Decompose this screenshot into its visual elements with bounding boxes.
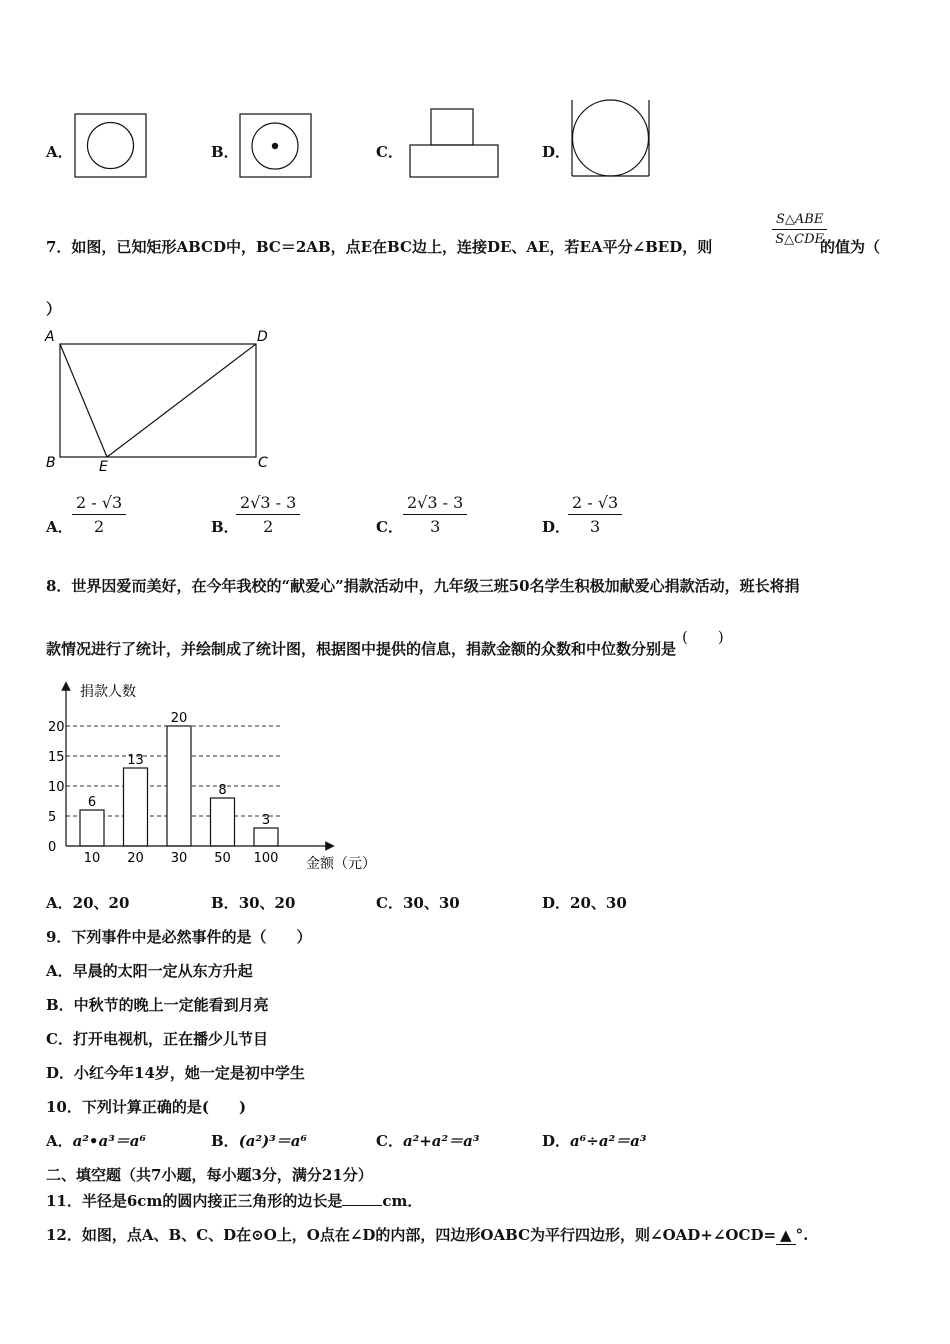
- q10-option-c-label: C．: [376, 1132, 403, 1150]
- q7-ratio-denominator: S△CDE: [775, 232, 825, 247]
- q7-rectangle-figure: [40, 326, 280, 476]
- x-tick-label: 50: [214, 851, 231, 866]
- q7-option-c-label: C．: [376, 518, 403, 536]
- q6-option-b-figure: [239, 113, 313, 179]
- q8-line2-text: 款情况进行了统计，并绘制成了统计图，根据图中提供的信息，捐款金额的众数和中位数分别是: [46, 640, 677, 658]
- x-tick-label: 30: [170, 851, 188, 866]
- bar-100: [254, 828, 278, 846]
- q8-option-c-text: 30、30: [402, 894, 460, 912]
- q10-option-a-expr: a²•a³＝a⁶: [72, 1132, 147, 1150]
- q8-option-a: [46, 892, 129, 913]
- q10-option-c-expr: a²+a²＝a³: [402, 1132, 480, 1150]
- q8-option-b-text: 30、20: [238, 894, 296, 912]
- q6-option-a-label: A．: [46, 143, 73, 161]
- q12-pre: 12．如图，点A、B、C、D在⊙O上，O点在∠D的内部，四边形OABC为平行四边形，则∠OAD+∠OCD=: [46, 1226, 777, 1244]
- q6-option-c-figure: [409, 108, 501, 180]
- q10-option-a: [46, 1130, 146, 1151]
- q7-option-d-fraction: [568, 493, 622, 536]
- q7-option-b-label: B．: [211, 518, 239, 536]
- q6-option-b-label: B．: [211, 143, 239, 161]
- q8-line1: 8．世界因爱而美好，在今年我校的“献爱心”捐款活动中，九年级三班50名学生积极加献爱心捐款活动，班长将捐: [46, 577, 800, 595]
- q8-bar-chart: [40, 680, 400, 880]
- q7-ratio-numerator: S△ABE: [776, 212, 824, 227]
- y-tick-label: 0: [48, 840, 57, 855]
- q8-option-d-text: 20、30: [570, 894, 627, 912]
- q7-option-d-num: 2 - √3: [572, 493, 619, 512]
- q11: [46, 1190, 422, 1211]
- q10-option-d: [542, 1130, 646, 1151]
- q10-option-d-expr: a⁶÷a²＝a³: [570, 1132, 647, 1150]
- q7-option-a-den: 2: [93, 517, 105, 536]
- bar-value-label: 20: [170, 711, 188, 726]
- section-2-title: 二、填空题（共7小题，每小题3分，满分21分）: [46, 1166, 373, 1184]
- x-axis-label: 金额（元）: [306, 856, 376, 872]
- q12-post: °.: [795, 1226, 809, 1244]
- q8-option-c: [376, 892, 460, 913]
- bar-value-label: 13: [127, 753, 144, 768]
- bar-20: [124, 768, 148, 846]
- bar-value-label: 8: [218, 783, 227, 798]
- q12-triangle-mark: ▲: [780, 1226, 792, 1244]
- q10-option-a-label: A．: [46, 1132, 73, 1150]
- q7-label-b: B: [46, 455, 56, 471]
- x-tick-label: 10: [83, 851, 101, 866]
- q7-label-d: D: [257, 329, 268, 345]
- q7-label-e: E: [99, 459, 108, 475]
- q7-option-b-den: 2: [263, 517, 274, 536]
- q11-post: cm．: [382, 1192, 423, 1210]
- y-tick-label: 20: [48, 720, 65, 735]
- bar-50: [211, 798, 235, 846]
- q6-option-a-figure: [74, 113, 148, 179]
- bar-value-label: 3: [261, 813, 271, 828]
- q7-option-d-den: 3: [589, 517, 601, 536]
- q7-option-d-label: D．: [542, 518, 571, 536]
- q6-option-d-label: D．: [542, 143, 571, 161]
- y-tick-label: 10: [48, 780, 65, 795]
- q11-pre: 11．半径是6cm的圆内接正三角形的边长是: [46, 1192, 343, 1210]
- q8-option-a-text: 20、20: [72, 894, 130, 912]
- x-tick-label: 100: [253, 851, 279, 866]
- y-tick-label: 5: [48, 810, 57, 825]
- q10-option-b-label: B．: [211, 1132, 239, 1150]
- q6-option-c-label: C．: [376, 143, 403, 161]
- q8-option-c-label: C．: [376, 894, 403, 912]
- bar-30: [167, 726, 191, 846]
- q9-option-b: B．中秋节的晚上一定能看到月亮: [46, 996, 269, 1014]
- x-tick-label: 20: [127, 851, 144, 866]
- q8-option-d: [542, 892, 627, 913]
- y-tick-label: 15: [48, 750, 65, 765]
- q10-stem: 10．下列计算正确的是( ): [46, 1098, 247, 1116]
- q6-option-d-figure: [569, 98, 653, 180]
- q8-option-b-label: B．: [211, 894, 239, 912]
- q10-option-b-expr: (a²)³＝a⁶: [238, 1132, 308, 1150]
- q7-tail: 的值为（: [820, 238, 881, 256]
- q7-option-c-num: 2√3 - 3: [407, 493, 464, 512]
- q9-option-c: C．打开电视机，正在播少儿节目: [46, 1030, 268, 1048]
- q10-option-b: [211, 1130, 307, 1151]
- q8-paren: ( ): [682, 628, 724, 646]
- q7-option-c-den: 3: [430, 517, 441, 536]
- q8-line2: [46, 628, 724, 659]
- q7-stem: [46, 236, 712, 257]
- q7-label-c: C: [258, 455, 268, 471]
- q7-option-b-fraction: [236, 493, 300, 536]
- q10-option-d-label: D．: [542, 1132, 571, 1150]
- q7-option-a-label: A．: [46, 518, 73, 536]
- q7-option-a-num: 2 - √3: [76, 493, 123, 512]
- q7-option-b-num: 2√3 - 3: [240, 493, 297, 512]
- q8-option-d-label: D．: [542, 894, 571, 912]
- y-axis-label: 捐款人数: [80, 684, 136, 700]
- q7-close-paren: ）: [46, 300, 62, 318]
- q7-option-c-fraction: [403, 493, 467, 536]
- q9-stem: 9．下列事件中是必然事件的是（ ）: [46, 928, 312, 946]
- bar-10: [80, 810, 104, 846]
- q12-answer-blank[interactable]: [776, 1226, 796, 1245]
- bar-value-label: 6: [87, 795, 97, 810]
- q10-option-c: [376, 1130, 479, 1151]
- q11-answer-blank[interactable]: [342, 1191, 382, 1206]
- q9-option-a: A．早晨的太阳一定从东方升起: [46, 962, 253, 980]
- q8-option-b: [211, 892, 295, 913]
- q8-option-a-label: A．: [46, 894, 73, 912]
- q7-label-a: A: [45, 329, 55, 345]
- q12: [46, 1224, 808, 1245]
- q9-option-d: D．小红今年14岁，她一定是初中学生: [46, 1064, 305, 1082]
- q7-option-a-fraction: [72, 493, 126, 536]
- q7-text: 7．如图，已知矩形ABCD中，BC＝2AB，点E在BC边上，连接DE、AE，若EA平分∠BED，则: [46, 238, 713, 256]
